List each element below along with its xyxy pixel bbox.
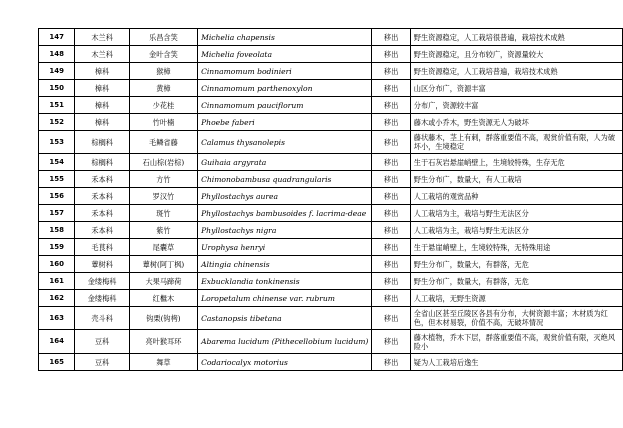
action-cell: 移出 xyxy=(372,239,410,256)
action-cell: 移出 xyxy=(372,131,410,154)
table-row xyxy=(39,63,623,80)
reason-cell: 生于悬崖峭壁上，生境较特殊，无特殊用途 xyxy=(410,239,622,256)
scientific-name-cell: Cinnamomum bodinieri xyxy=(198,63,372,80)
table-row xyxy=(39,171,623,188)
chinese-name-cell: 红檵木 xyxy=(129,290,197,307)
reason-cell: 山区分布广，资源丰富 xyxy=(410,80,622,97)
action-cell: 移出 xyxy=(372,307,410,330)
table-row xyxy=(39,188,623,205)
reason-cell: 野生分布广，数量大，有人工栽培 xyxy=(410,171,622,188)
scientific-name-cell: Phoebe faberi xyxy=(198,114,372,131)
chinese-name-cell: 竹叶楠 xyxy=(129,114,197,131)
chinese-name-cell: 斑竹 xyxy=(129,205,197,222)
chinese-name-cell: 蕈树(阿丁枫) xyxy=(129,256,197,273)
reason-cell: 生于石灰岩悬崖峭壁上，生境较特殊，生存无危 xyxy=(410,154,622,171)
chinese-name-cell: 金叶含笑 xyxy=(129,46,197,63)
reason-cell: 人工栽培为主，栽培与野生无法区分 xyxy=(410,222,622,239)
chinese-name-cell: 亮叶猴耳环 xyxy=(129,330,197,354)
row-number-cell: 148 xyxy=(39,46,75,63)
family-cell: 樟科 xyxy=(75,97,129,114)
row-number-cell: 160 xyxy=(39,256,75,273)
reason-cell: 人工栽培为主，栽培与野生无法区分 xyxy=(410,205,622,222)
row-number-cell: 155 xyxy=(39,171,75,188)
family-cell: 毛茛科 xyxy=(75,239,129,256)
row-number-cell: 147 xyxy=(39,29,75,46)
scientific-name-cell: Loropetalum chinense var. rubrum xyxy=(198,290,372,307)
table-row xyxy=(39,354,623,371)
scientific-name-cell: Calamus thysanolepis xyxy=(198,131,372,154)
scientific-name-cell: Michelia chapensis xyxy=(198,29,372,46)
family-cell: 金缕梅科 xyxy=(75,273,129,290)
row-number-cell: 158 xyxy=(39,222,75,239)
table-row xyxy=(39,154,623,171)
chinese-name-cell: 黄樟 xyxy=(129,80,197,97)
scientific-name-cell: Chimonobambusa quadrangularis xyxy=(198,171,372,188)
row-number-cell: 153 xyxy=(39,131,75,154)
action-cell: 移出 xyxy=(372,205,410,222)
action-cell: 移出 xyxy=(372,330,410,354)
scientific-name-cell: Michelia foveolata xyxy=(198,46,372,63)
scientific-name-cell: Codariocalyx motorius xyxy=(198,354,372,371)
chinese-name-cell: 舞草 xyxy=(129,354,197,371)
family-cell: 樟科 xyxy=(75,80,129,97)
family-cell: 豆科 xyxy=(75,330,129,354)
scientific-name-cell: Cinnamomum parthenoxylon xyxy=(198,80,372,97)
action-cell: 移出 xyxy=(372,80,410,97)
row-number-cell: 159 xyxy=(39,239,75,256)
table-row xyxy=(39,29,623,46)
table-row xyxy=(39,239,623,256)
scientific-name-cell: Phyllostachys bambusoides f. lacrima-deae xyxy=(198,205,372,222)
chinese-name-cell: 猴樟 xyxy=(129,63,197,80)
action-cell: 移出 xyxy=(372,188,410,205)
row-number-cell: 151 xyxy=(39,97,75,114)
family-cell: 禾本科 xyxy=(75,188,129,205)
table-row xyxy=(39,46,623,63)
table-row xyxy=(39,114,623,131)
chinese-name-cell: 毛鳞省藤 xyxy=(129,131,197,154)
chinese-name-cell: 大果马蹄荷 xyxy=(129,273,197,290)
chinese-name-cell: 钩栗(钩栲) xyxy=(129,307,197,330)
action-cell: 移出 xyxy=(372,290,410,307)
species-table xyxy=(38,28,623,371)
species-table-body xyxy=(39,29,623,371)
action-cell: 移出 xyxy=(372,154,410,171)
table-row xyxy=(39,222,623,239)
scientific-name-cell: Cinnamomum pauciflorum xyxy=(198,97,372,114)
species-table-page xyxy=(38,28,623,371)
action-cell: 移出 xyxy=(372,256,410,273)
table-row xyxy=(39,131,623,154)
reason-cell: 藤状藤木，茎上有刺，群落重要值不高，观赏价值有限，人为破坏小，生境稳定 xyxy=(410,131,622,154)
reason-cell: 野生分布广，数量大，有群落，无危 xyxy=(410,273,622,290)
reason-cell: 野生资源稳定，且分布较广，资源量较大 xyxy=(410,46,622,63)
action-cell: 移出 xyxy=(372,354,410,371)
row-number-cell: 162 xyxy=(39,290,75,307)
reason-cell: 人工栽培，无野生资源 xyxy=(410,290,622,307)
row-number-cell: 152 xyxy=(39,114,75,131)
reason-cell: 疑为人工栽培后逸生 xyxy=(410,354,622,371)
row-number-cell: 149 xyxy=(39,63,75,80)
scientific-name-cell: Phyllostachys nigra xyxy=(198,222,372,239)
row-number-cell: 150 xyxy=(39,80,75,97)
action-cell: 移出 xyxy=(372,273,410,290)
scientific-name-cell: Altingia chinensis xyxy=(198,256,372,273)
family-cell: 樟科 xyxy=(75,114,129,131)
family-cell: 禾本科 xyxy=(75,222,129,239)
table-row xyxy=(39,205,623,222)
scientific-name-cell: Exbucklandia tonkinensis xyxy=(198,273,372,290)
table-row xyxy=(39,97,623,114)
scientific-name-cell: Castanopsis tibetana xyxy=(198,307,372,330)
reason-cell: 野生资源稳定，人工栽培很普遍，栽培技术成熟 xyxy=(410,29,622,46)
scientific-name-cell: Phyllostachys aurea xyxy=(198,188,372,205)
scientific-name-cell: Abarema lucidum (Pithecellobium lucidum) xyxy=(198,330,372,354)
family-cell: 樟科 xyxy=(75,63,129,80)
action-cell: 移出 xyxy=(372,222,410,239)
table-row xyxy=(39,256,623,273)
scientific-name-cell: Urophysa henryi xyxy=(198,239,372,256)
chinese-name-cell: 紫竹 xyxy=(129,222,197,239)
family-cell: 禾本科 xyxy=(75,205,129,222)
chinese-name-cell: 尾囊草 xyxy=(129,239,197,256)
chinese-name-cell: 罗汉竹 xyxy=(129,188,197,205)
row-number-cell: 164 xyxy=(39,330,75,354)
reason-cell: 人工栽培的观赏品种 xyxy=(410,188,622,205)
action-cell: 移出 xyxy=(372,97,410,114)
reason-cell: 藤木或小乔木，野生资源无人为破坏 xyxy=(410,114,622,131)
family-cell: 壳斗科 xyxy=(75,307,129,330)
family-cell: 金缕梅科 xyxy=(75,290,129,307)
family-cell: 木兰科 xyxy=(75,29,129,46)
action-cell: 移出 xyxy=(372,46,410,63)
action-cell: 移出 xyxy=(372,114,410,131)
row-number-cell: 163 xyxy=(39,307,75,330)
row-number-cell: 154 xyxy=(39,154,75,171)
row-number-cell: 161 xyxy=(39,273,75,290)
table-row xyxy=(39,330,623,354)
table-row xyxy=(39,307,623,330)
row-number-cell: 156 xyxy=(39,188,75,205)
chinese-name-cell: 乐昌含笑 xyxy=(129,29,197,46)
family-cell: 豆科 xyxy=(75,354,129,371)
table-row xyxy=(39,273,623,290)
family-cell: 棕榈科 xyxy=(75,131,129,154)
reason-cell: 野生分布广，数量大，有群落，无危 xyxy=(410,256,622,273)
table-row xyxy=(39,80,623,97)
action-cell: 移出 xyxy=(372,171,410,188)
action-cell: 移出 xyxy=(372,29,410,46)
scientific-name-cell: Guihaia argyrata xyxy=(198,154,372,171)
action-cell: 移出 xyxy=(372,63,410,80)
table-row xyxy=(39,290,623,307)
chinese-name-cell: 方竹 xyxy=(129,171,197,188)
reason-cell: 野生资源稳定，人工栽培普遍，栽培技术成熟 xyxy=(410,63,622,80)
family-cell: 禾本科 xyxy=(75,171,129,188)
reason-cell: 全省山区甚至丘陵区各县有分布，大树资源丰富；木材质为红色，但木材易裂，价值不高，无破坏情况 xyxy=(410,307,622,330)
reason-cell: 分布广，资源较丰富 xyxy=(410,97,622,114)
family-cell: 棕榈科 xyxy=(75,154,129,171)
family-cell: 木兰科 xyxy=(75,46,129,63)
row-number-cell: 157 xyxy=(39,205,75,222)
family-cell: 蕈树科 xyxy=(75,256,129,273)
row-number-cell: 165 xyxy=(39,354,75,371)
chinese-name-cell: 石山棕(岩棕) xyxy=(129,154,197,171)
chinese-name-cell: 少花桂 xyxy=(129,97,197,114)
reason-cell: 藤木植物，乔木下层，群落重要值不高，观赏价值有限，灭绝风险小 xyxy=(410,330,622,354)
